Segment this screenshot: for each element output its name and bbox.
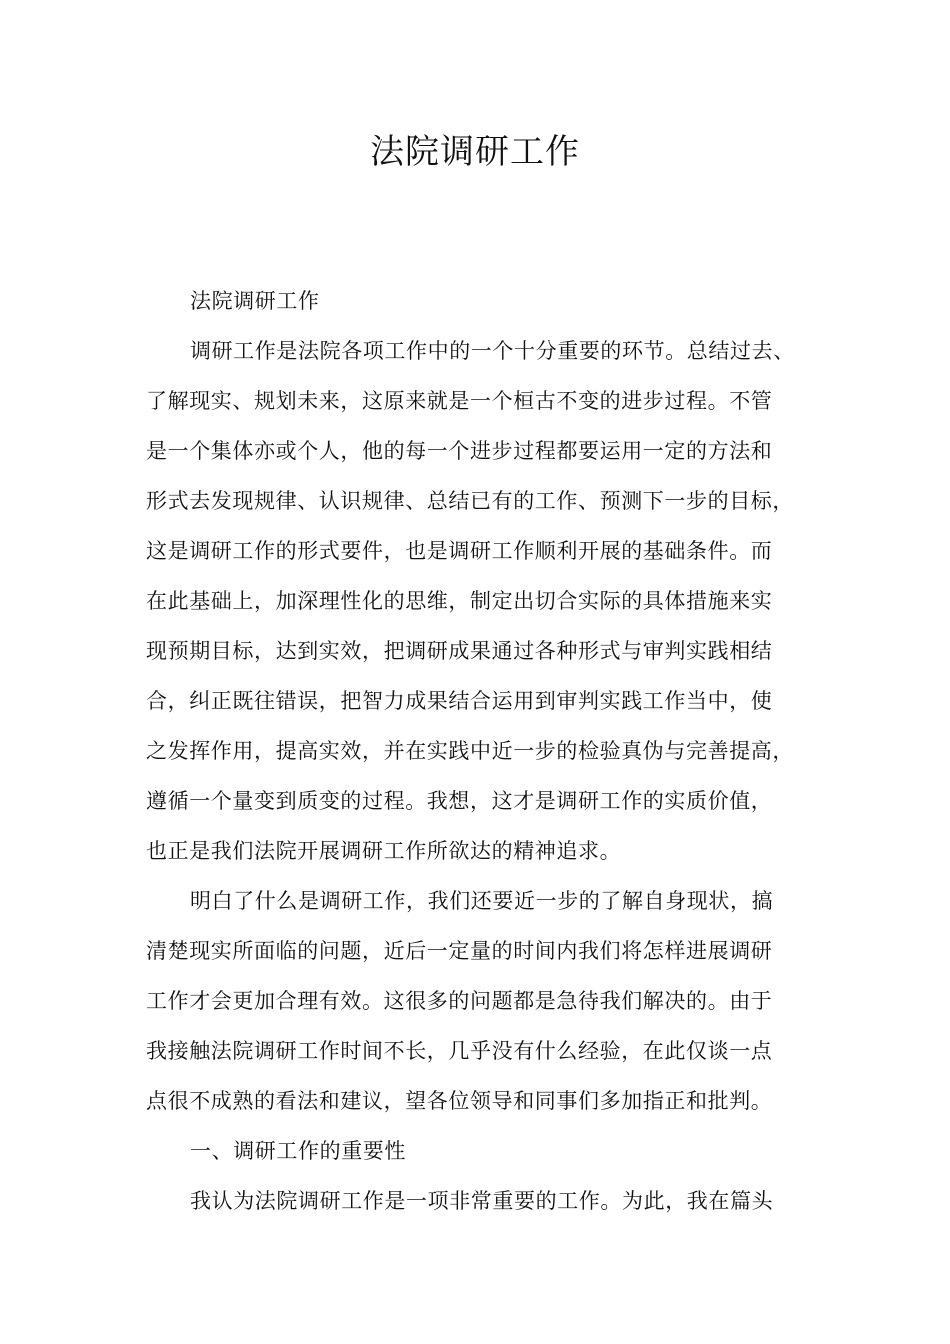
body-text-line: 清楚现实所面临的问题，近后一定量的时间内我们将怎样进展调研 [146, 939, 773, 963]
body-text-line: 我认为法院调研工作是一项非常重要的工作。为此，我在篇头 [190, 1189, 774, 1213]
document-title: 法院调研工作 [370, 132, 580, 172]
body-text-line: 之发挥作用，提高实效，并在实践中近一步的检验真伪与完善提高， [146, 739, 794, 763]
body-text-line: 我接触法院调研工作时间不长，几乎没有什么经验，在此仅谈一点 [146, 1039, 773, 1063]
body-text-line: 现预期目标，达到实效，把调研成果通过各种形式与审判实践相结 [146, 639, 773, 663]
body-text-line: 明白了什么是调研工作，我们还要近一步的了解自身现状，搞 [190, 889, 774, 913]
body-text-line: 点很不成熟的看法和建议，望各位领导和同事们多加指正和批判。 [146, 1089, 773, 1113]
body-text-line: 合，纠正既往错误，把智力成果结合运用到审判实践工作当中，使 [146, 689, 773, 713]
body-text-line: 工作才会更加合理有效。这很多的问题都是急待我们解决的。由于 [146, 989, 773, 1013]
body-text-line: 了解现实、规划未来，这原来就是一个桓古不变的进步过程。不管 [146, 389, 773, 413]
body-text-line: 遵循一个量变到质变的过程。我想，这才是调研工作的实质价值， [146, 789, 773, 813]
body-text-line: 形式去发现规律、认识规律、总结已有的工作、预测下一步的目标， [146, 489, 794, 513]
body-text-line: 法院调研工作 [190, 289, 320, 313]
document-body [146, 283, 806, 1233]
body-text-line: 一、调研工作的重要性 [190, 1139, 406, 1163]
body-text-line: 也正是我们法院开展调研工作所欲达的精神追求。 [146, 839, 622, 863]
body-text-line: 调研工作是法院各项工作中的一个十分重要的环节。总结过去、 [190, 339, 795, 363]
body-text-line: 在此基础上，加深理性化的思维，制定出切合实际的具体措施来实 [146, 589, 773, 613]
body-text-line: 是一个集体亦或个人，他的每一个进步过程都要运用一定的方法和 [146, 439, 773, 463]
body-text-line: 这是调研工作的形式要件，也是调研工作顺利开展的基础条件。而 [146, 539, 773, 563]
